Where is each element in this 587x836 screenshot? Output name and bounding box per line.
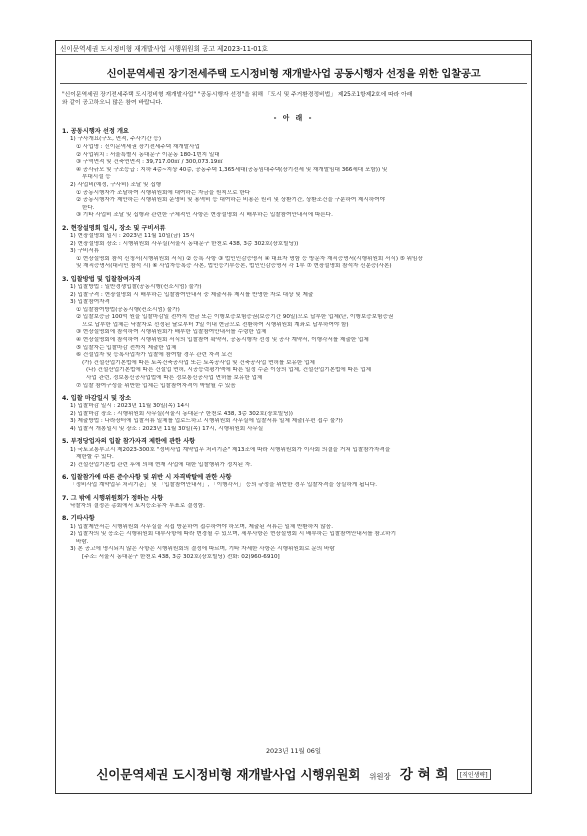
section-line: 2) 입찰자의 및 응소는 시행위원회 대부사항에 따라 변경될 수 있으며, 세부사항은 현장설명회 시 배부하는 입찰참여안내서를 참고하기 (70, 531, 396, 538)
section-line: ⑤ 입찰자는 입찰마감 전까지 제출한 업체 (76, 344, 177, 351)
section-line: 제한할 수 있다. (76, 454, 114, 461)
section-line: ③ 기타 사업비 조달 및 집행과 관련한 구체적인 사항은 현장설명회 시 배부하는 입찰참여안내서에 따른다. (76, 212, 333, 219)
section-line: 1) 국토교통부고시 제2023-300호 "정비사업 계약업무 처리기준" 제13조에 따라 시행위원회가 이사회 의결을 거쳐 입찰참가자격을 (70, 446, 391, 453)
section-line: 1) 입찰제안서는 시행위원회 사무실을 직접 방문하여 접수하여야 하오며, 제출된 서류는 일체 반환하지 않음. (70, 523, 333, 530)
section-line: 1) 현장설명회 일시 : 2023년 11월 10일(금) 15시 (70, 232, 195, 239)
section-heading: 2. 현장설명회 일시, 장소 및 구비서류 (62, 224, 166, 232)
intro-line: "신이문역세권 장기전세주택 도시정비형 재개발사업" "공동시행자 선정"을 위해 「도시 및 주거환경정비법」 제25조1항제2호에 따라 아래 (62, 92, 413, 98)
section-line: 한다. (82, 204, 95, 211)
section-heading: 8. 기타사항 (62, 515, 95, 523)
center-label: - 아 래 - (273, 114, 314, 122)
section-line: 1) 입찰마감 일시 : 2023년 11월 30일(목) 14시 (70, 403, 190, 410)
section-line: 으로 납부한 업체는 낙찰자로 선정된 날로부터 7일 이내 현금으로 전환하여 시행위원회 계좌로 납부하여야 함) (82, 321, 349, 328)
section-line: ④ 현장설명회에 참석하여 시행위원회 서식의 입찰참여 확약서, 공동시행자 선정 및 공사 계약서, 이행각서를 제출한 업체 (76, 337, 369, 344)
section-line: 및 재직증명서(대리인 참석 시) ⑥ 사업자등록증 사본, 법인등기부등본, 법인인감증명서 각 1부 ⑦ 현장설명회 참석자 신분증(사본) (76, 263, 392, 270)
section-line: ⑥ 건설업자 및 등록사업자가 입찰에 참여할 경우 관련 자격 요건 (76, 352, 233, 359)
signature-name: 강 혀 희 (399, 767, 449, 783)
section-heading: 3. 입찰방법 및 입찰참여자격 (62, 275, 141, 283)
section-line: 사업 관련, 정보통신공사업법에 따른 정보통신공사업 면허를 보유한 업체 (86, 375, 263, 382)
section-line: 2) 입찰구격 : 현장설명회 시 배부하는 입찰참여안내서 중 제출서류 제시를 반영한 자로 대상 및 제출 (70, 291, 314, 298)
intro-line: 와 같이 공고하오니 많은 참여 바랍니다. (62, 100, 163, 107)
section-heading: 7. 그 밖에 시행위원회가 정하는 사항 (62, 494, 164, 502)
section-line: 3) 본 공고에 명시되지 않은 사항은 시행위원회의 결정에 따르며, 기타 자세한 사항은 시행위원회로 문의 바람 (70, 546, 335, 553)
section-line: ④ 공사규모 및 구조등급 : 지하 4층~지상 40층, 공동주택 1,365세대(공동임대주택(장기전세 및 재개발임대 366세대 포함)) 및 (76, 166, 388, 173)
intro-text (62, 91, 523, 108)
notice-date: 2023년 11월 06일 (265, 747, 322, 755)
section-line: 1) 구사개요(구도, 면적, 주사기간 등) (70, 136, 162, 143)
section-heading: 5. 부정당업자의 입찰 참가자격 제한에 관한 사항 (62, 438, 196, 446)
section-line: ② 입찰보증금 100억 원을 입찰마감일 전까지 현금 또는 이행보증보험증권(보증기간 90일)으로 납부한 업체(단, 이행보증보험증권 (76, 314, 394, 321)
section-heading: 4. 입찰 마감일시 및 장소 (62, 394, 132, 402)
section-line: ② 공동시행자가 제안하는 시행위원회 운영비 및 용역비 등 대여하는 비용은 원리 및 상환기간, 상환조건을 구분하여 제시하여야 (76, 197, 386, 204)
section-line: ③ 현장설명회에 참석하여 시행위원회가 배부한 입찰참여안내서를 수령한 업체 (76, 329, 267, 336)
notice-body (62, 128, 525, 562)
section-line: 2) 건설산업기본법 관련 후에 의해 현재 사업에 대한 입찰행위가 정지된 자. (70, 461, 253, 468)
section-line: 2) 사업비(예정, 구사비) 조달 및 집행 (70, 181, 162, 188)
top-divider (56, 54, 531, 55)
seal-omitted-mark: [직인생략] (457, 769, 491, 780)
signature-role: 위원장 (369, 772, 391, 781)
section-heading: 6. 입찰참가에 따른 준수사항 및 위반 시 자격박탈에 관한 사항 (62, 473, 232, 481)
section-line: ① 현장설명회 참석 신청서(시행위원회 서식) ② 등록 사항 ③ 법인인감증명서 ④ 대표자 명함 등 방문자 재직증명서(시행위원회 서식) ⑤ 위임장 (76, 255, 423, 262)
section-line: ③ 구역면적 및 건축연면적 : 39,717.00㎡ / 300,073.19㎡ (76, 159, 223, 166)
signature-block (56, 763, 531, 783)
section-line: ⑦ 입찰 참여구성을 위반한 업체는 입찰참여자격이 박탈될 수 있음 (76, 382, 236, 389)
section-line: (나) 건설산업기본법에 따른 건설업 면허, 시공능력평가액에 따른 일정 수준 이상의 업체, 건설산업기본법에 따른 업체 (86, 367, 372, 374)
section-line: 3) 입찰참여자격 (70, 299, 110, 306)
section-line: 「정비사업 계약업무 처리기준」 및 「입찰참여안내서」, 「이행각서」 등의 규정을 위반한 경우 입찰자격을 상실하게 됩니다. (70, 482, 378, 489)
signature-org: 신이문역세권 도시정비형 재개발사업 시행위원회 (96, 767, 361, 782)
section-line: [주소: 서울시 동대문구 한천로 438, 3층 302호(장호빌딩) 전화: 02)960-6910] (82, 553, 280, 560)
notice-number: 신이문역세권 도시정비형 재개발사업 시행위원회 공고 제2023-11-01호 (60, 45, 269, 53)
section-line: 3) 제출방법 : 나라장터에 입찰서류 일체를 업로드하고 시행위원회 사무실에 입찰서류 일체 제출(우편 접수 불가) (70, 418, 343, 425)
section-line: 2) 입찰마감 장소 : 시행위원회 사무실(서울시 동대문구 한천로 438, 3층 302호(장호빌딩)) (70, 410, 293, 417)
notice-title: 신이문역세권 장기전세주택 도시정비형 재개발사업 공동시행자 선정을 위한 입찰공고 (106, 68, 481, 80)
section-line: (가) 건설산업기본법에 따른 토목건축공사업 또는 토목공사업 및 건축공사업 면허를 보유한 업체 (82, 359, 315, 366)
section-line: 낙찰자의 결정은 총회에서 토지등소유자 투표로 결정함. (70, 502, 205, 509)
section-line: 3) 구비서류 (70, 248, 100, 255)
section-line: 바람. (76, 538, 89, 545)
notice-document (55, 40, 532, 794)
section-line: ① 사업명 : 신이문역세권 장기전세주택 재개발사업 (76, 144, 200, 150)
section-line: 2) 현장설명회 장소 : 시행위원회 사무실(서울시 동대문구 한천로 438, 3층 302호(장호빌딩)) (70, 240, 299, 247)
section-line: ① 공동시행자가 조달하여 시행위원회에 대여하는 자금을 원칙으로 한다 (76, 189, 251, 196)
section-line: ① 입찰참여방법(공동시행(컨소시엄) 불가) (76, 306, 180, 313)
section-line: 1) 입찰방법 : 일반경쟁입찰(공동시행(컨소시엄) 불가) (70, 283, 202, 290)
section-line: ② 사업위치 : 서울특별시 동대문구 이문동 180-1번지 일대 (76, 151, 220, 158)
section-heading: 1. 공동시행자 선정 개요 (62, 128, 129, 135)
section-line: 부대시설 등 (82, 174, 111, 181)
title-divider (60, 83, 527, 84)
section-line: 4) 입찰서 개봉일시 및 장소 : 2023년 11월 30일(목) 17시, 시행위원회 사무실 (70, 426, 264, 432)
